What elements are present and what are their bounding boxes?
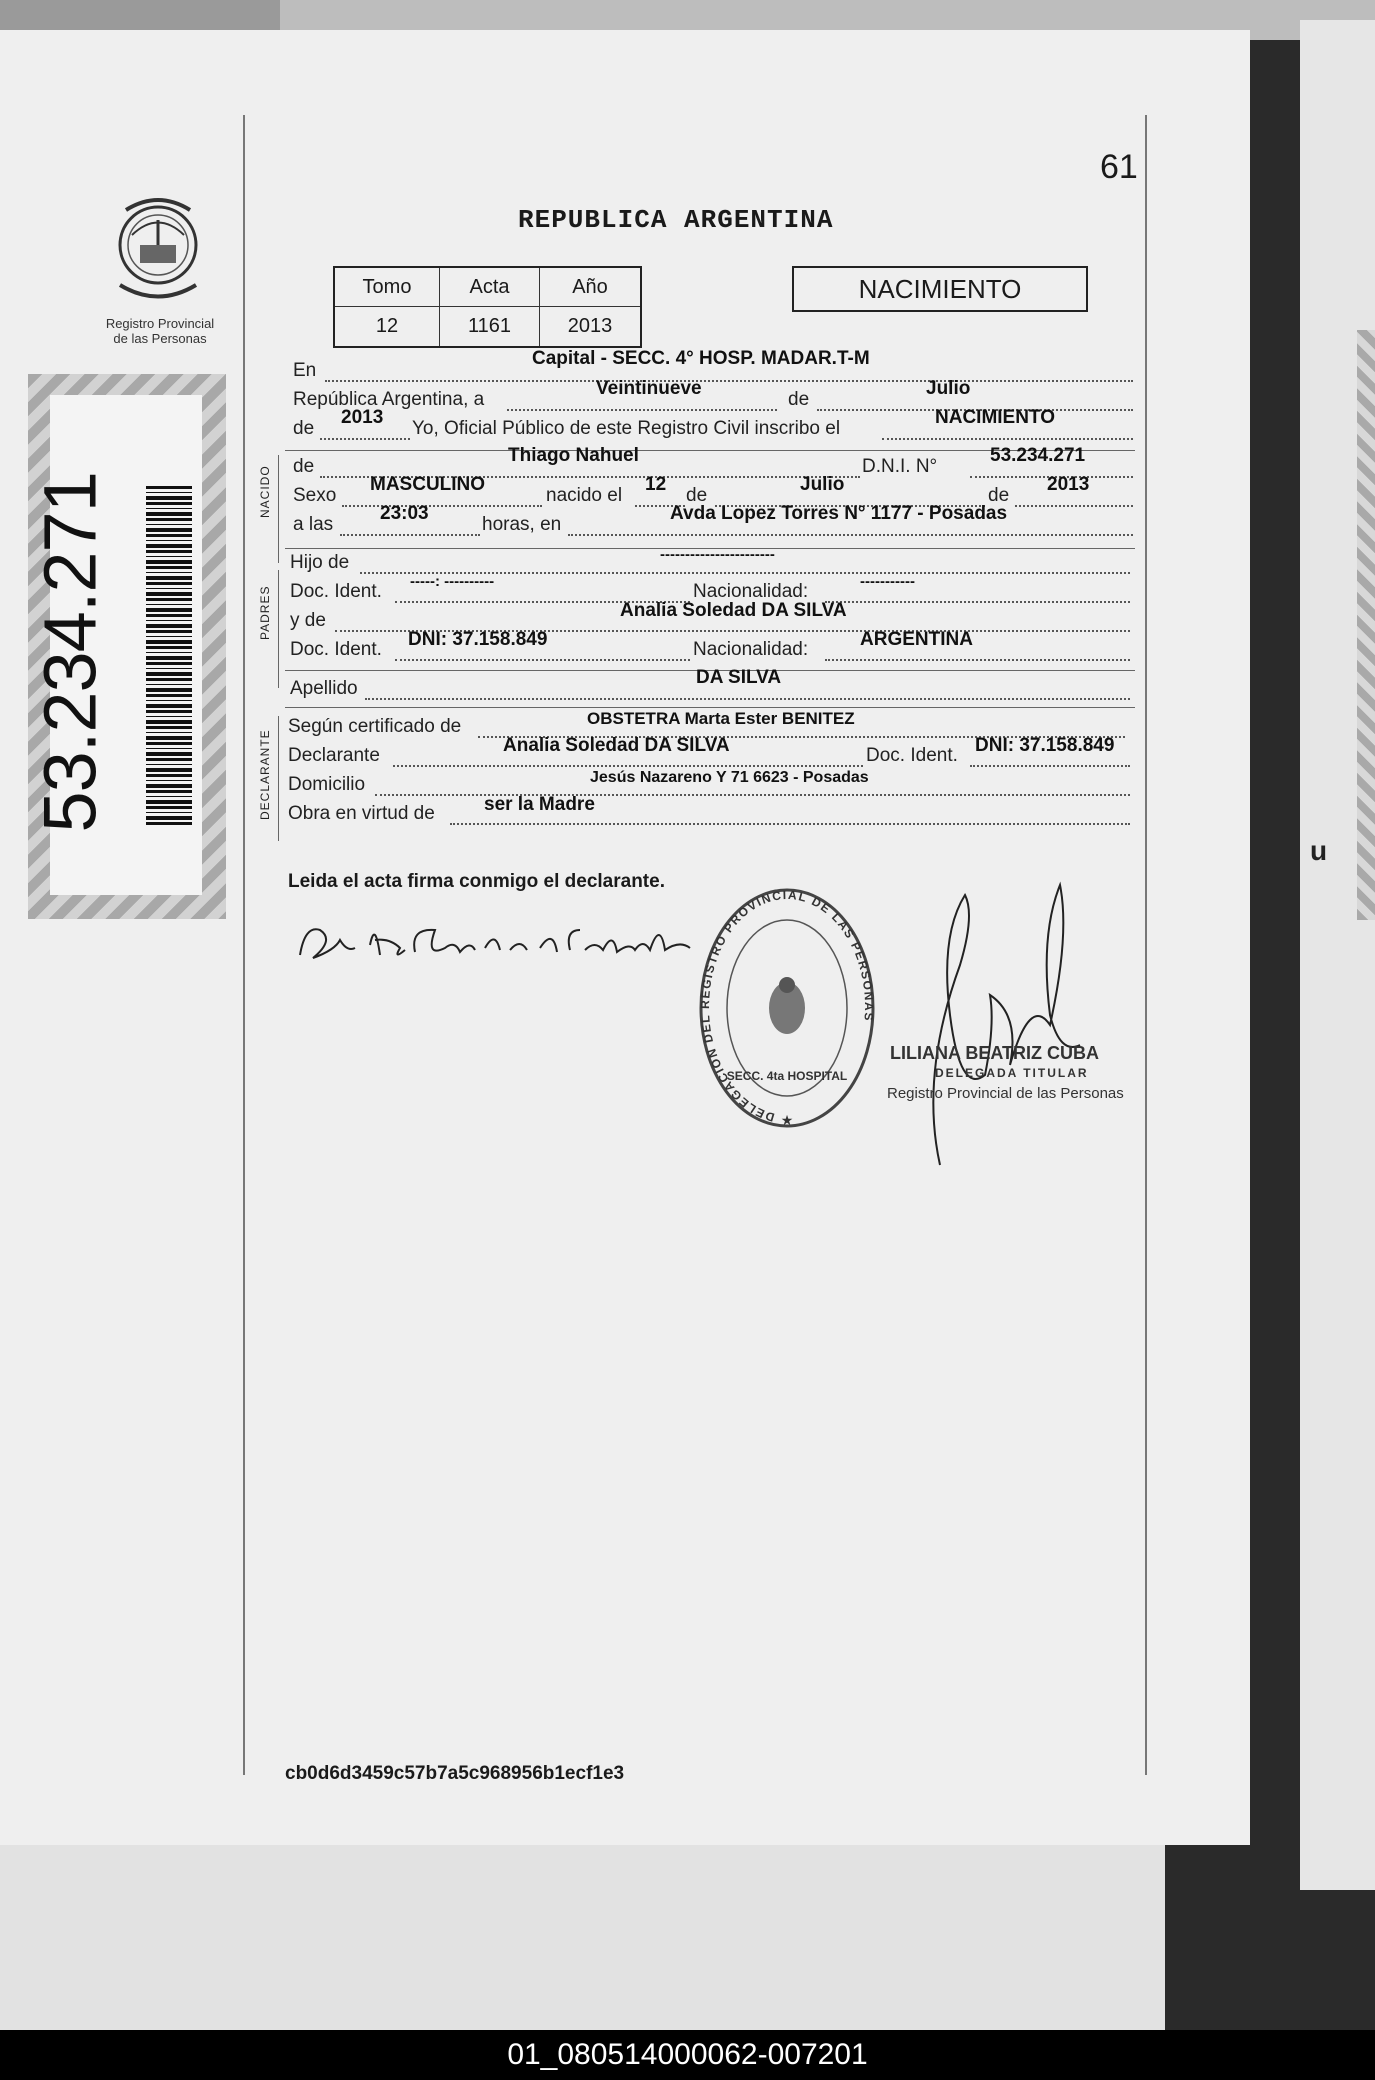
barcode-icon bbox=[146, 485, 192, 825]
official-org: Registro Provincial de las Personas bbox=[887, 1085, 1124, 1102]
declarant-relation: ser la Madre bbox=[484, 794, 595, 815]
record-day: Veintinueve bbox=[596, 378, 702, 399]
declarant-doc-label: Doc. Ident. bbox=[866, 745, 958, 766]
obra-label: Obra en virtud de bbox=[288, 803, 435, 824]
birth-month: Julio bbox=[800, 474, 845, 495]
registry-office: Capital - SECC. 4° HOSP. MADAR.T-M bbox=[532, 348, 870, 369]
mother-nationality: ARGENTINA bbox=[860, 629, 973, 650]
separator bbox=[285, 707, 1135, 708]
section-bracket bbox=[278, 570, 279, 688]
id-number: 53.234.271 bbox=[28, 472, 112, 833]
misiones-crest-icon bbox=[110, 190, 206, 310]
dni-label: D.N.I. N° bbox=[862, 456, 938, 477]
surname: DA SILVA bbox=[696, 667, 782, 688]
issuer-name-line1: Registro Provincial bbox=[105, 316, 215, 331]
issuer-name-line2: de las Personas bbox=[113, 331, 207, 346]
registry-table bbox=[333, 266, 642, 348]
declarant-doc: DNI: 37.158.849 bbox=[975, 735, 1115, 756]
inscription-type: NACIMIENTO bbox=[935, 407, 1055, 428]
dotted-line bbox=[393, 765, 863, 767]
dotted-line bbox=[882, 438, 1133, 440]
anio-value: 2013 bbox=[567, 315, 613, 337]
mother-nationality-label: Nacionalidad: bbox=[693, 639, 809, 660]
closing-statement: Leida el acta firma conmigo el declarante. bbox=[288, 871, 665, 892]
nacido-section-label: NACIDO bbox=[258, 465, 272, 518]
adjacent-text-fragment: u bbox=[1310, 835, 1328, 866]
official-title: DELEGADA TITULAR bbox=[935, 1066, 1089, 1080]
official-seal bbox=[695, 880, 880, 1140]
acta-value: 1161 bbox=[440, 307, 540, 346]
nacido-el-label: nacido el bbox=[546, 485, 623, 506]
domicilio-label: Domicilio bbox=[288, 774, 366, 795]
birth-place: Avda Lopez Torres N° 1177 - Posadas bbox=[670, 503, 1008, 524]
issuer-name bbox=[85, 316, 235, 346]
dotted-line bbox=[825, 659, 1130, 661]
de-label: de bbox=[788, 389, 810, 410]
mother-doc-label: Doc. Ident. bbox=[290, 639, 382, 660]
birth-year: 2013 bbox=[1047, 474, 1090, 495]
en-label: En bbox=[293, 360, 317, 381]
republica-label: República Argentina, a bbox=[293, 389, 485, 410]
anio-header: Año bbox=[540, 268, 640, 307]
father-doc: -----: ---------- bbox=[410, 573, 495, 590]
sexo-label: Sexo bbox=[293, 485, 337, 506]
father-doc-label: Doc. Ident. bbox=[290, 581, 382, 602]
dotted-line bbox=[395, 659, 690, 661]
dotted-line bbox=[568, 534, 1133, 536]
birth-de-year-label: de bbox=[988, 485, 1010, 506]
declarante-label: Declarante bbox=[288, 745, 380, 766]
record-year: 2013 bbox=[341, 407, 384, 428]
mother-doc: DNI: 37.158.849 bbox=[408, 629, 548, 650]
official-signature bbox=[900, 875, 1100, 1175]
child-name: Thiago Nahuel bbox=[508, 445, 639, 466]
dotted-line bbox=[365, 698, 1130, 700]
father-nationality-label: Nacionalidad: bbox=[693, 581, 809, 602]
declarante-section-label: DECLARANTE bbox=[258, 729, 272, 820]
dotted-line bbox=[1015, 505, 1133, 507]
a-las-label: a las bbox=[293, 514, 334, 535]
record-month: Julio bbox=[926, 378, 971, 399]
birth-certificate-page bbox=[0, 30, 1250, 1845]
document-hash: cb0d6d3459c57b7a5c968956b1ecf1e3 bbox=[285, 1763, 625, 1784]
record-type-box: NACIMIENTO bbox=[792, 266, 1088, 312]
certifier: OBSTETRA Marta Ester BENITEZ bbox=[587, 709, 855, 728]
birth-de-label: de bbox=[686, 485, 708, 506]
dotted-line bbox=[320, 438, 410, 440]
declarant-address: Jesús Nazareno Y 71 6623 - Posadas bbox=[590, 769, 869, 786]
dotted-line bbox=[507, 409, 777, 411]
scan-footer-code: 01_080514000062-007201 bbox=[0, 2030, 1375, 2080]
child-dni: 53.234.271 bbox=[990, 445, 1086, 466]
acta-header: Acta bbox=[440, 268, 540, 307]
section-bracket bbox=[278, 455, 279, 563]
dotted-line bbox=[340, 534, 480, 536]
tomo-value: 12 bbox=[335, 307, 440, 346]
father-nationality: ----------- bbox=[860, 573, 915, 590]
adjacent-sheet-bottom bbox=[0, 1845, 1165, 2030]
official-name: LILIANA BEATRIZ CUBA bbox=[890, 1043, 1099, 1063]
svg-text:★: ★ bbox=[780, 1112, 794, 1128]
birth-day: 12 bbox=[645, 474, 667, 495]
dotted-line bbox=[970, 765, 1130, 767]
seal-outer-text: DELEGACION DEL REGISTRO PROVINCIAL DE LAS PERSONAS bbox=[697, 887, 877, 1125]
mother-name: Analia Soledad DA SILVA bbox=[620, 600, 847, 621]
father-name: ----------------------- bbox=[660, 546, 775, 563]
nacido-de-label: de bbox=[293, 456, 315, 477]
y-de-label: y de bbox=[290, 610, 326, 631]
adjacent-security-strip bbox=[1357, 330, 1375, 920]
dotted-line bbox=[325, 380, 1133, 382]
tomo-header: Tomo bbox=[335, 268, 440, 307]
adjacent-sheet-right bbox=[1300, 20, 1375, 1890]
padres-section-label: PADRES bbox=[258, 585, 272, 640]
section-bracket bbox=[278, 716, 279, 841]
de-year-label: de bbox=[293, 418, 315, 439]
id-number-card bbox=[28, 395, 202, 895]
child-sex: MASCULINO bbox=[370, 474, 486, 495]
seal-inner-text: SECC. 4ta HOSPITAL bbox=[726, 1069, 848, 1083]
hijo-de-label: Hijo de bbox=[290, 552, 350, 573]
document-title: REPUBLICA ARGENTINA bbox=[518, 205, 834, 235]
certificado-label: Según certificado de bbox=[288, 716, 462, 737]
declarant-name: Analia Soledad DA SILVA bbox=[503, 735, 730, 756]
dotted-line bbox=[342, 505, 542, 507]
page-number: 61 bbox=[1100, 148, 1138, 186]
dotted-line bbox=[450, 823, 1130, 825]
birth-time: 23:03 bbox=[380, 503, 429, 524]
oficial-text: Yo, Oficial Público de este Registro Civil inscribo el bbox=[412, 418, 841, 439]
horas-en-label: horas, en bbox=[482, 514, 562, 535]
declarant-signature bbox=[295, 900, 745, 980]
apellido-label: Apellido bbox=[290, 678, 358, 699]
dotted-line bbox=[825, 601, 1130, 603]
